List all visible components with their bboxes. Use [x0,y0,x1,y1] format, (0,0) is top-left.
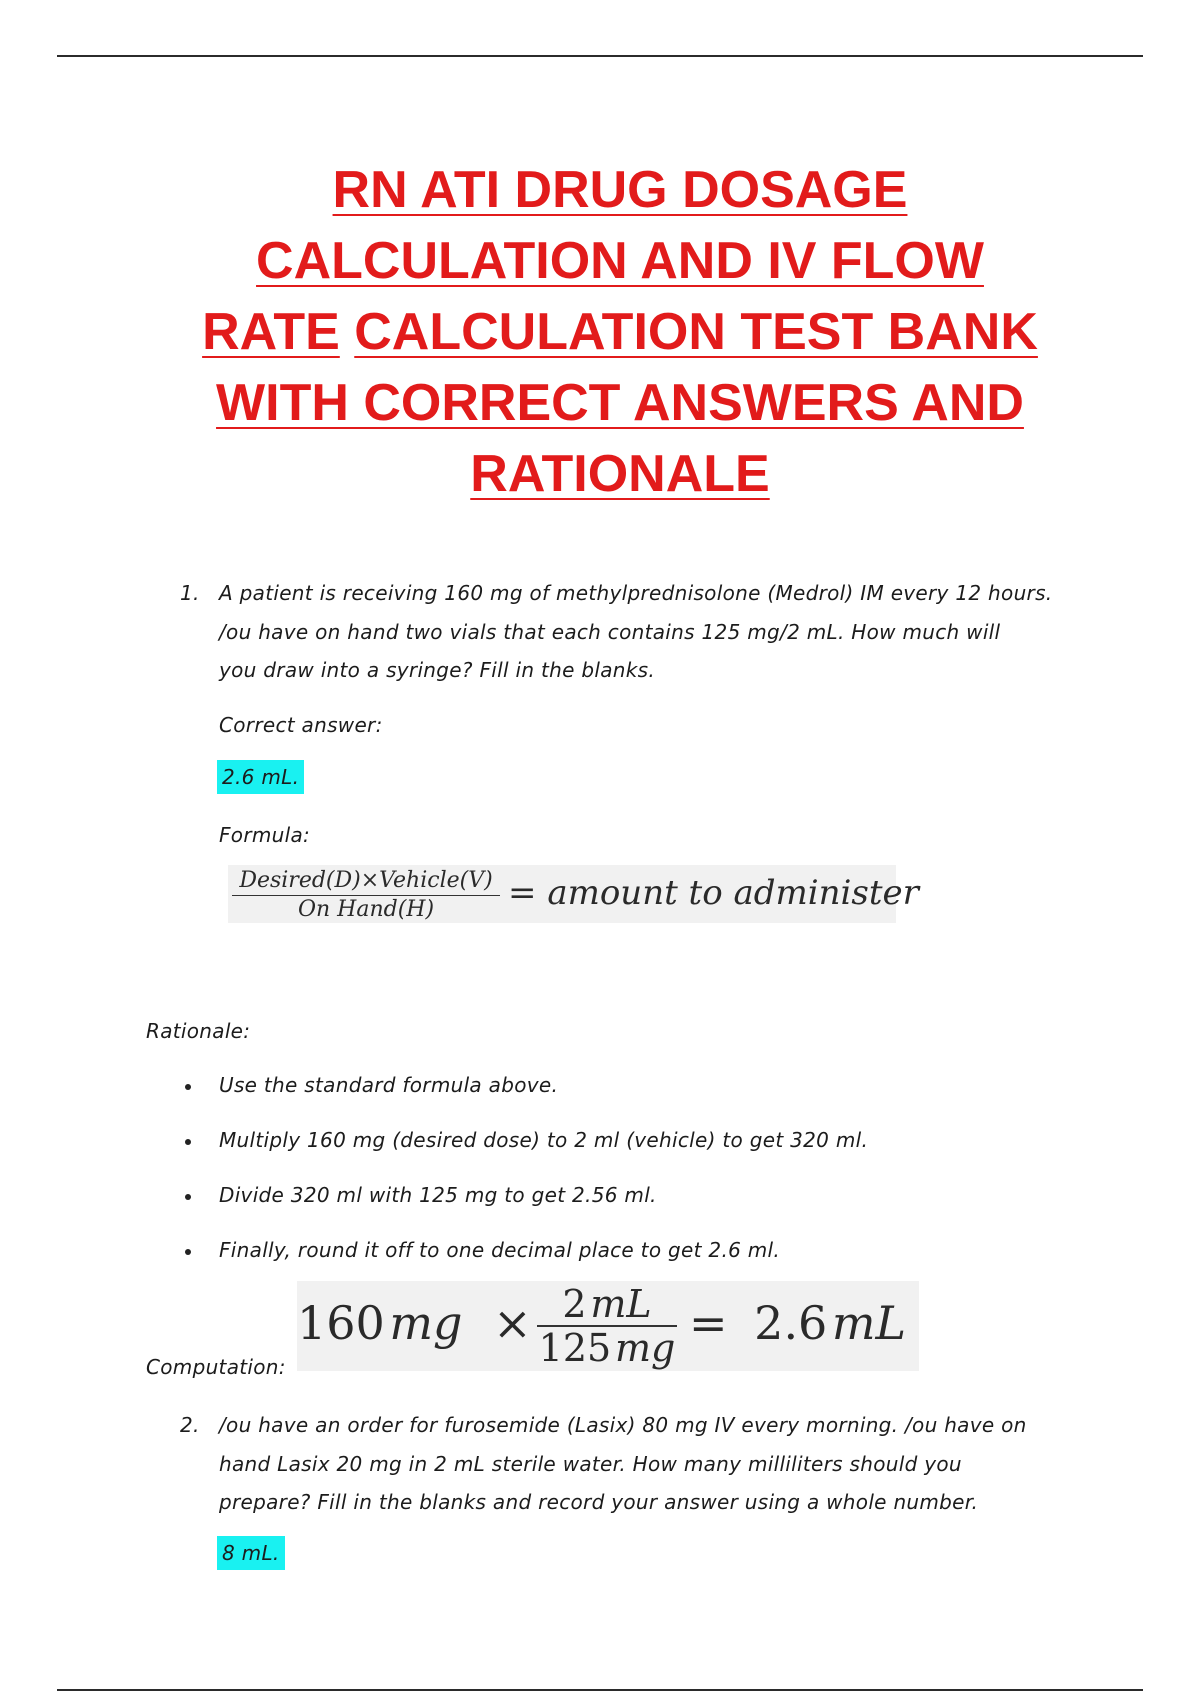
computation-equation [297,1281,919,1371]
question-2-line-3: prepare? Fill in the blanks and record your answer using a whole number. [219,1490,979,1514]
correct-answer-label: Correct answer: [219,713,383,737]
computation-fraction [537,1283,677,1369]
dosage-formula [228,865,919,923]
title-line-1: RN ATI DRUG DOSAGE [332,161,908,219]
question-2-text [219,1406,1119,1522]
question-1-answer: 2.6 mL. [217,760,304,794]
computation-lhs [297,1296,532,1350]
formula-numerator: Desired(D)×Vehicle(V) [232,868,500,896]
document-title [90,155,1150,510]
bullet-4 [185,1249,191,1255]
computation-numerator [537,1283,677,1327]
computation-equals: = [689,1296,728,1350]
title-line-2: CALCULATION AND IV FLOW [256,232,984,290]
bullet-2 [185,1139,191,1145]
computation-label: Computation: [146,1355,286,1379]
formula-result [508,873,919,913]
formula-equals: = [508,873,537,913]
formula-label: Formula: [219,823,311,847]
denominator-value: 125 [538,1326,612,1370]
numerator-unit: mL [590,1282,652,1326]
computation-value: 160 [297,1296,385,1350]
rationale-label: Rationale: [146,1019,251,1043]
question-1-text [219,574,1119,690]
computation-times: × [493,1296,532,1350]
formula-rhs: amount to administer [547,873,919,913]
computation-rhs [689,1296,906,1350]
formula-fraction [232,868,500,922]
bullet-1 [185,1084,191,1090]
question-1-number: 1. [180,581,200,605]
rationale-item: Use the standard formula above. [219,1073,559,1097]
bottom-rule [57,1689,1143,1691]
computation-denominator [537,1327,677,1369]
title-line-3b: CALCULATION TEST BANK [354,303,1038,361]
question-1-line-1: A patient is receiving 160 mg of methylprednisolone (Medrol) IM every 12 hours. [219,581,1053,605]
title-line-5: RATIONALE [470,445,770,503]
question-2-line-1: /ou have an order for furosemide (Lasix) 80 mg IV every morning. /ou have on [219,1413,1027,1437]
question-2-number: 2. [180,1413,200,1437]
bullet-3 [185,1194,191,1200]
computation-unit: mg [389,1296,463,1350]
rationale-item: Divide 320 ml with 125 mg to get 2.56 ml. [219,1183,657,1207]
title-line-3a: RATE [202,303,340,361]
denominator-unit: mg [614,1326,676,1370]
question-1-line-2: /ou have on hand two vials that each contains 125 mg/2 mL. How much will [219,619,1001,644]
top-rule [57,55,1143,57]
computation-result-unit: mL [831,1296,907,1350]
formula-denominator: On Hand(H) [297,897,435,922]
question-2-answer: 8 mL. [217,1536,285,1570]
rationale-item: Multiply 160 mg (desired dose) to 2 ml (vehicle) to get 320 ml. [219,1128,869,1152]
computation-result-value: 2.6 [754,1296,828,1350]
title-line-4: WITH CORRECT ANSWERS AND [216,374,1024,432]
question-1-line-3: you draw into a syringe? Fill in the blanks. [219,658,656,682]
question-2-line-2: hand Lasix 20 mg in 2 mL sterile water. How many milliliters should you [219,1451,962,1476]
numerator-value: 2 [562,1282,587,1326]
rationale-item: Finally, round it off to one decimal place to get 2.6 ml. [219,1238,781,1262]
